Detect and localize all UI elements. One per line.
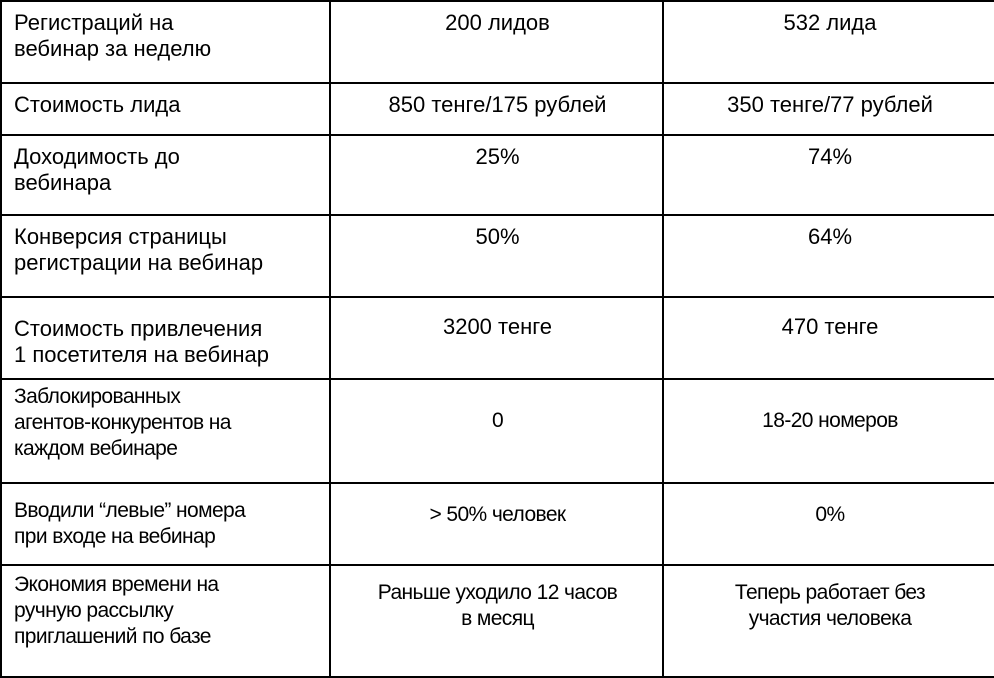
label-line: Стоимость привлечения bbox=[14, 316, 263, 341]
value-line: 0% bbox=[815, 503, 845, 526]
after-value bbox=[663, 1, 994, 83]
label-line: вебинар за неделю bbox=[14, 36, 212, 61]
label-line: Конверсия страницы bbox=[14, 224, 227, 249]
value-line: 18-20 номеров bbox=[762, 409, 898, 432]
before-value bbox=[330, 1, 663, 83]
before-value bbox=[330, 379, 663, 483]
row-label bbox=[1, 215, 330, 297]
value-line: 350 тенге/77 рублей bbox=[727, 92, 933, 117]
after-value bbox=[663, 483, 994, 565]
value-line: 200 лидов bbox=[445, 10, 550, 35]
table-row bbox=[1, 135, 994, 215]
table-row bbox=[1, 215, 994, 297]
after-value bbox=[663, 83, 994, 135]
table-row bbox=[1, 83, 994, 135]
value-line: 64% bbox=[807, 224, 853, 249]
value-line: 0 bbox=[491, 409, 504, 432]
before-value bbox=[330, 483, 663, 565]
label-line: регистрации на вебинар bbox=[14, 250, 264, 275]
table-row bbox=[1, 565, 994, 677]
label-line: ручную рассылку bbox=[14, 599, 174, 622]
value-line: 25% bbox=[475, 144, 520, 169]
value-line: 470 тенге bbox=[781, 314, 879, 339]
label-line: вебинара bbox=[14, 170, 112, 195]
label-line: 1 посетителя на вебинар bbox=[14, 342, 269, 367]
after-value bbox=[663, 565, 994, 677]
row-label bbox=[1, 565, 330, 677]
label-line: Доходимость до bbox=[14, 144, 180, 169]
row-label bbox=[1, 83, 330, 135]
value-line: участия человека bbox=[748, 607, 912, 630]
label-line: Экономия времени на bbox=[14, 573, 219, 596]
before-value bbox=[330, 135, 663, 215]
value-line: Раньше уходило 12 часов bbox=[377, 581, 618, 604]
before-value bbox=[330, 215, 663, 297]
row-label bbox=[1, 379, 330, 483]
label-line: каждом вебинаре bbox=[14, 437, 178, 460]
table-row bbox=[1, 1, 994, 83]
value-line: 3200 тенге bbox=[442, 314, 553, 339]
before-value bbox=[330, 297, 663, 379]
after-value bbox=[663, 135, 994, 215]
label-line: Заблокированных bbox=[14, 385, 181, 408]
after-value bbox=[663, 379, 994, 483]
label-line: при входе на вебинар bbox=[14, 525, 216, 548]
value-line: 532 лида bbox=[783, 10, 877, 35]
label-line: Регистраций на bbox=[14, 10, 174, 35]
row-label bbox=[1, 297, 330, 379]
value-line: > 50% человек bbox=[429, 503, 566, 526]
value-line: 50% bbox=[475, 224, 520, 249]
value-line: Теперь работает без bbox=[734, 581, 926, 604]
table-row bbox=[1, 483, 994, 565]
label-line: Стоимость лида bbox=[14, 92, 181, 117]
row-label bbox=[1, 1, 330, 83]
before-value bbox=[330, 565, 663, 677]
value-line: в месяц bbox=[461, 607, 534, 630]
before-value bbox=[330, 83, 663, 135]
row-label bbox=[1, 483, 330, 565]
label-line: агентов-конкурентов на bbox=[14, 411, 231, 434]
after-value bbox=[663, 297, 994, 379]
table-row bbox=[1, 297, 994, 379]
table-row bbox=[1, 379, 994, 483]
label-line: приглашений по базе bbox=[14, 625, 211, 648]
label-line: Вводили “левые” номера bbox=[14, 499, 246, 522]
value-line: 74% bbox=[807, 144, 853, 169]
value-line: 850 тенге/175 рублей bbox=[388, 92, 607, 117]
row-label bbox=[1, 135, 330, 215]
after-value bbox=[663, 215, 994, 297]
